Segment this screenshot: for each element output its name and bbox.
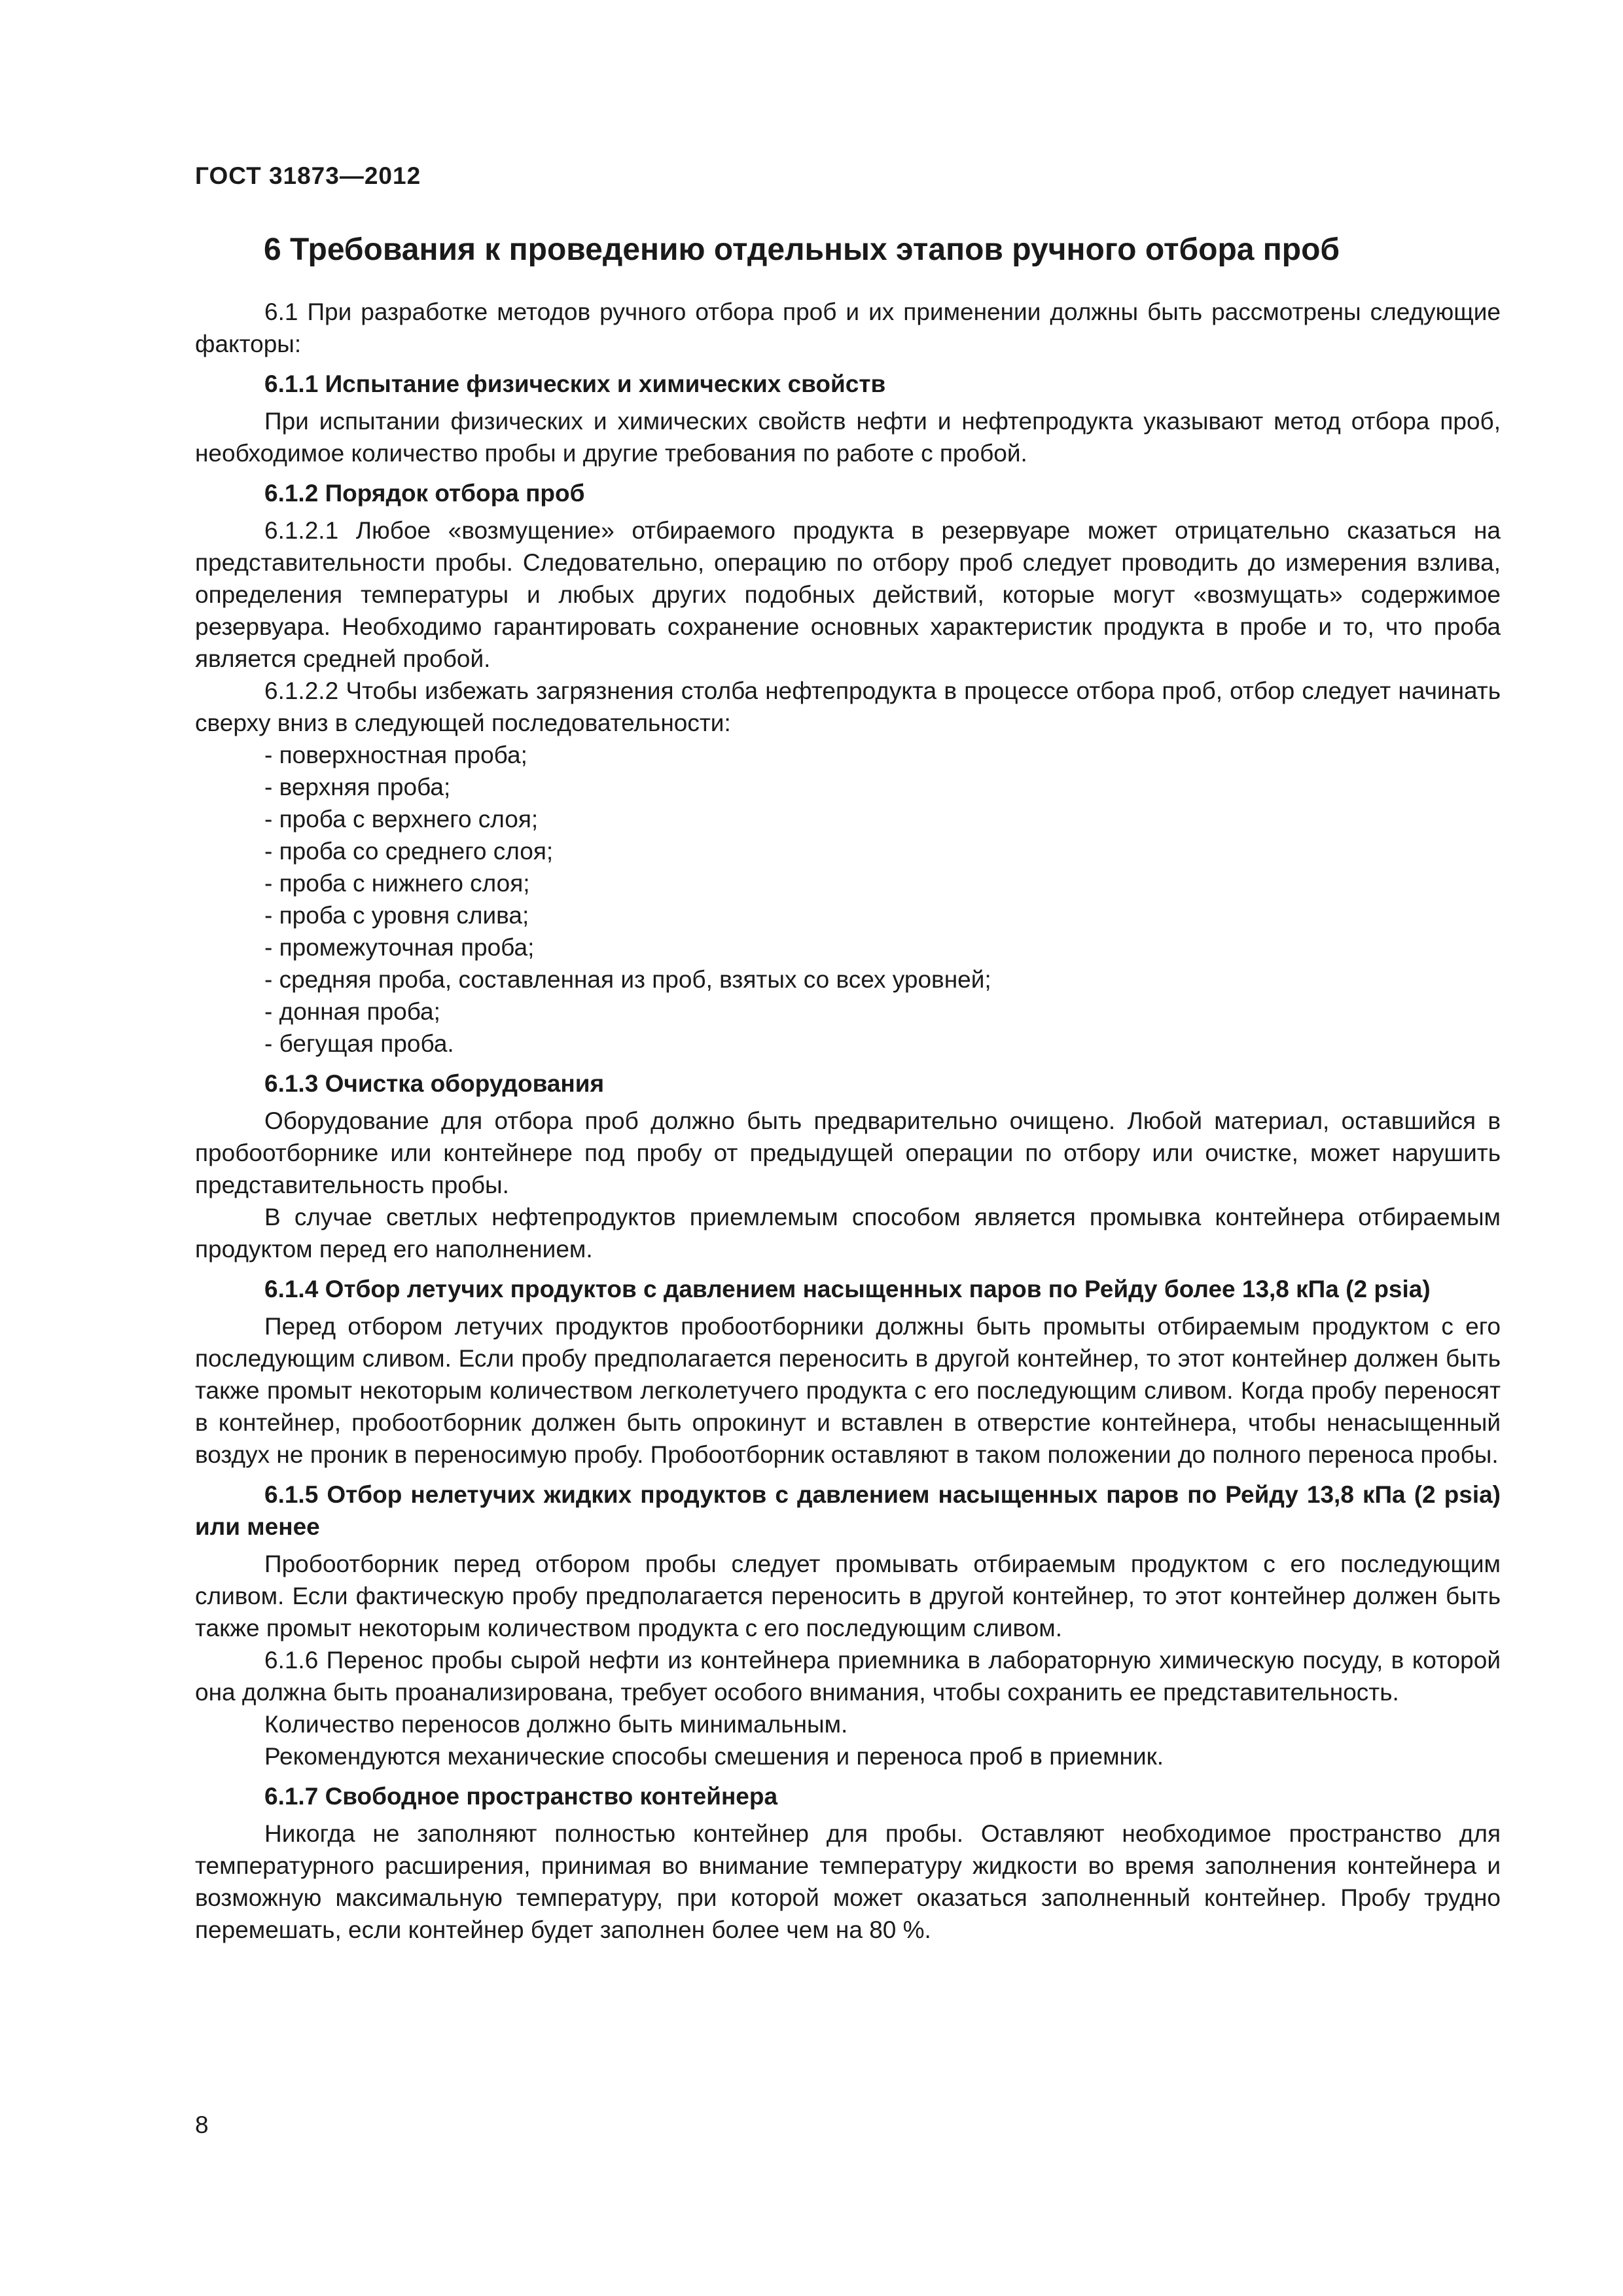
list-item: - промежуточная проба; <box>264 934 535 961</box>
list-item: - бегущая проба. <box>264 1030 454 1057</box>
list-item: - средняя проба, составленная из проб, взятых со всех уровней; <box>264 966 991 993</box>
heading-6-1-4: 6.1.4 Отбор летучих продуктов с давлением насыщенных паров по Рейду более 13,8 кПа (2 psia) <box>264 1276 1431 1302</box>
list-item: - поверхностная проба; <box>264 742 527 768</box>
paragraph-6-1-1: При испытании физических и химических свойств нефти и нефтепродукта указывают метод отбора проб, необходимое количество пробы и другие требования по работе с пробой. <box>195 408 1501 467</box>
list-item: - донная проба; <box>264 998 440 1025</box>
paragraph-6-1-5: Пробоотборник перед отбором пробы следует промывать отбираемым продуктом с его последующим сливом. Если фактическую пробу предполагается переносить в другой контейнер, то этот контейнер должен быть также промыт некоторым количеством продукта с его последующим сливом. <box>195 1551 1501 1641</box>
paragraph-6-1-6-b: Количество переносов должно быть минимальным. <box>264 1711 848 1738</box>
paragraph-6-1: 6.1 При разработке методов ручного отбора проб и их применении должны быть рассмотрены следующие факторы: <box>195 298 1501 357</box>
paragraph-6-1-6-c: Рекомендуются механические способы смешения и переноса проб в приемник. <box>264 1743 1164 1770</box>
section-title: 6 Требования к проведению отдельных этапов ручного отбора проб <box>264 232 1340 267</box>
paragraph-6-1-4: Перед отбором летучих продуктов пробоотборники должны быть промыты отбираемым продуктом с его последующим сливом. Если пробу предполагается переносить в другой контейнер, то этот контейнер должен быть также промыт некоторым количеством легколетучего продукта с его последующим сливом. Когда пробу переносят в контейнер, пробоотборник должен быть опрокинут и вставлен в отверстие контейнера, чтобы ненасыщенный воздух не проник в переносимую пробу. Пробоотборник оставляют в таком положении до полного переноса пробы. <box>195 1313 1501 1468</box>
heading-6-1-2: 6.1.2 Порядок отбора проб <box>264 480 585 507</box>
paragraph-6-1-6: 6.1.6 Перенос пробы сырой нефти из контейнера приемника в лабораторную химическую посуду, в которой она должна быть проанализирована, требует особого внимания, чтобы сохранить ее представительность. <box>195 1647 1501 1706</box>
paragraph-6-1-2-2: 6.1.2.2 Чтобы избежать загрязнения столба нефтепродукта в процессе отбора проб, отбор следует начинать сверху вниз в следующей последовательности: <box>195 677 1501 736</box>
paragraph-6-1-3-b: В случае светлых нефтепродуктов приемлемым способом является промывка контейнера отбираемым продуктом перед его наполнением. <box>195 1204 1501 1263</box>
standard-number: ГОСТ 31873—2012 <box>195 162 421 189</box>
list-item: - верхняя проба; <box>264 774 451 800</box>
heading-6-1-5: 6.1.5 Отбор нелетучих жидких продуктов с давлением насыщенных паров по Рейду 13,8 кПа (2 psia) или менее <box>195 1481 1501 1540</box>
list-item: - проба с нижнего слоя; <box>264 870 530 897</box>
section-content <box>195 296 1501 1946</box>
page-number: 8 <box>195 2111 209 2138</box>
list-item: - проба со среднего слоя; <box>264 838 554 865</box>
heading-6-1-7: 6.1.7 Свободное пространство контейнера <box>264 1783 778 1810</box>
paragraph-6-1-2-1: 6.1.2.1 Любое «возмущение» отбираемого продукта в резервуаре может отрицательно сказаться на представительности пробы. Следовательно, операцию по отбору проб следует проводить до измерения взлива, определения температуры и любых других подобных действий, которые могут «возмущать» содержимое резервуара. Необходимо гарантировать сохранение основных характеристик продукта в пробе и то, что проба является средней пробой. <box>195 517 1501 672</box>
paragraph-6-1-3-a: Оборудование для отбора проб должно быть предварительно очищено. Любой материал, оставшийся в пробоотборнике или контейнере под пробу от предыдущей операции по отбору или очистке, может нарушить представительность пробы. <box>195 1107 1501 1198</box>
paragraph-6-1-7: Никогда не заполняют полностью контейнер для пробы. Оставляют необходимое пространство для температурного расширения, принимая во внимание температуру жидкости во время заполнения контейнера и возможную максимальную температуру, при которой может оказаться заполненный контейнер. Пробу трудно перемешать, если контейнер будет заполнен более чем на 80 %. <box>195 1820 1501 1943</box>
list-item: - проба с уровня слива; <box>264 902 529 929</box>
heading-6-1-1: 6.1.1 Испытание физических и химических свойств <box>264 370 886 397</box>
sampling-order-list <box>195 739 1501 1060</box>
list-item: - проба с верхнего слоя; <box>264 806 539 833</box>
heading-6-1-3: 6.1.3 Очистка оборудования <box>264 1070 605 1097</box>
